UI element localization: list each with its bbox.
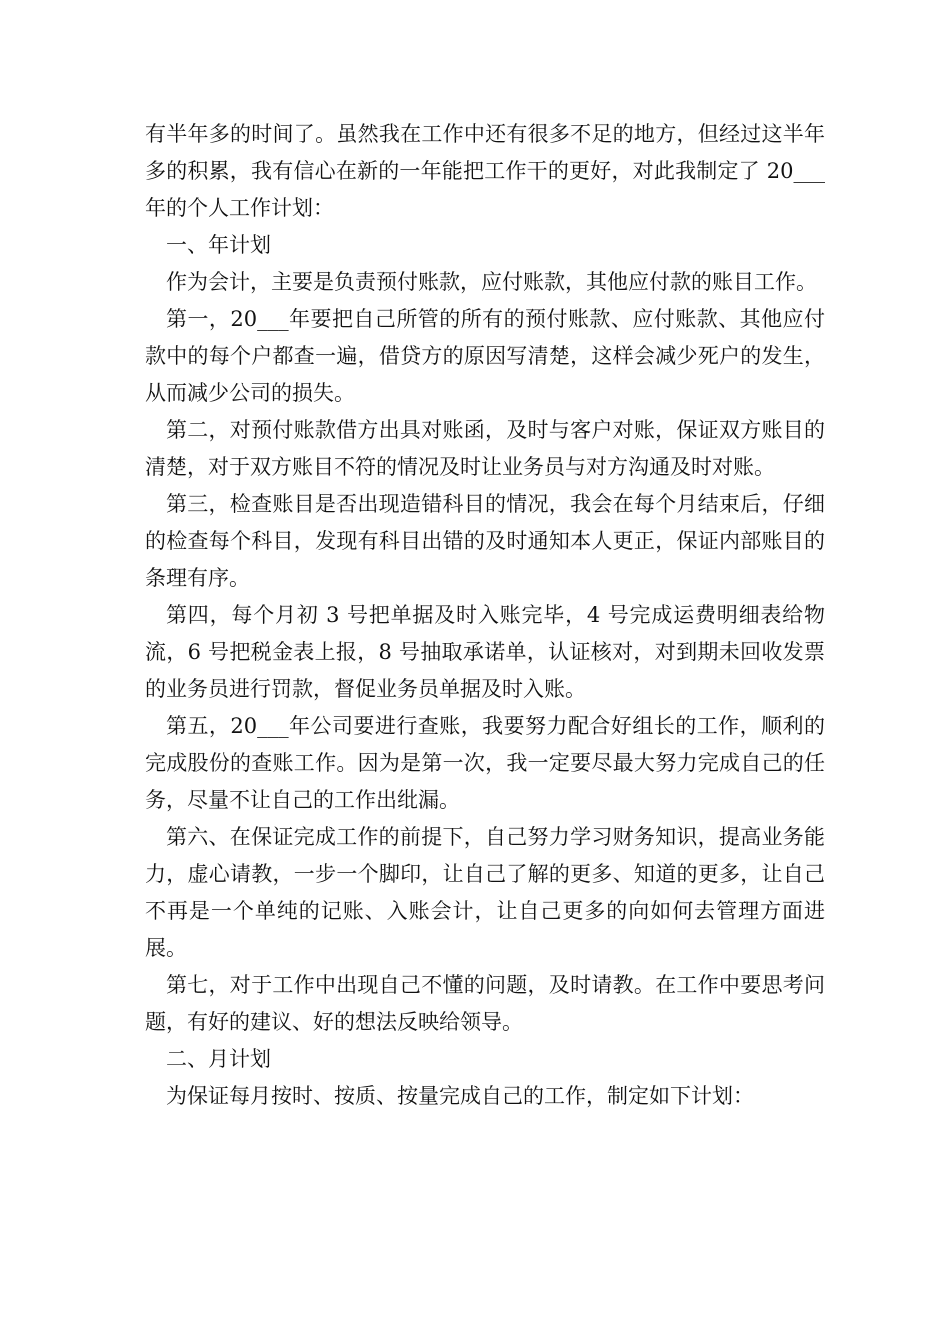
paragraph-monthly-intro: 为保证每月按时、按质、按量完成自己的工作，制定如下计划： <box>166 1084 754 1108</box>
document-body <box>145 116 825 1115</box>
paragraph-intro: 有半年多的时间了。虽然我在工作中还有很多不足的地方，但经过这半年多的积累，我有信心在新的一年能把工作干的更好，对此我制定了 20___年的个人工作计划： <box>145 122 825 220</box>
paragraph-seventh: 第七，对于工作中出现自己不懂的问题，及时请教。在工作中要思考问题，有好的建议、好的想法反映给领导。 <box>145 973 825 1034</box>
paragraph-fifth: 第五，20___年公司要进行查账，我要努力配合好组长的工作，顺利的完成股份的查账工作。因为是第一次，我一定要尽最大努力完成自己的任务，尽量不让自己的工作出纰漏。 <box>145 714 825 812</box>
heading-annual-plan: 一、年计划 <box>166 233 271 257</box>
paragraph-fourth: 第四，每个月初 3 号把单据及时入账完毕，4 号完成运费明细表给物流，6 号把税金表上报，8 号抽取承诺单，认证核对，对到期未回收发票的业务员进行罚款，督促业务员单据及时入账。 <box>145 603 825 701</box>
paragraph-sixth: 第六、在保证完成工作的前提下，自己努力学习财务知识，提高业务能力，虚心请教，一步一个脚印，让自己了解的更多、知道的更多，让自己不再是一个单纯的记账、入账会计，让自己更多的向如何去管理方面进展。 <box>145 825 825 960</box>
paragraph-second: 第二，对预付账款借方出具对账函，及时与客户对账，保证双方账目的清楚，对于双方账目不符的情况及时让业务员与对方沟通及时对账。 <box>145 418 825 479</box>
paragraph-first: 第一，20___年要把自己所管的所有的预付账款、应付账款、其他应付款中的每个户都查一遍，借贷方的原因写清楚，这样会减少死户的发生，从而减少公司的损失。 <box>145 307 825 405</box>
paragraph-role: 作为会计，主要是负责预付账款，应付账款，其他应付款的账目工作。 <box>166 270 817 294</box>
paragraph-third: 第三，检查账目是否出现造错科目的情况，我会在每个月结束后，仔细的检查每个科目，发现有科目出错的及时通知本人更正，保证内部账目的条理有序。 <box>145 492 825 590</box>
heading-monthly-plan: 二、月计划 <box>166 1047 271 1071</box>
